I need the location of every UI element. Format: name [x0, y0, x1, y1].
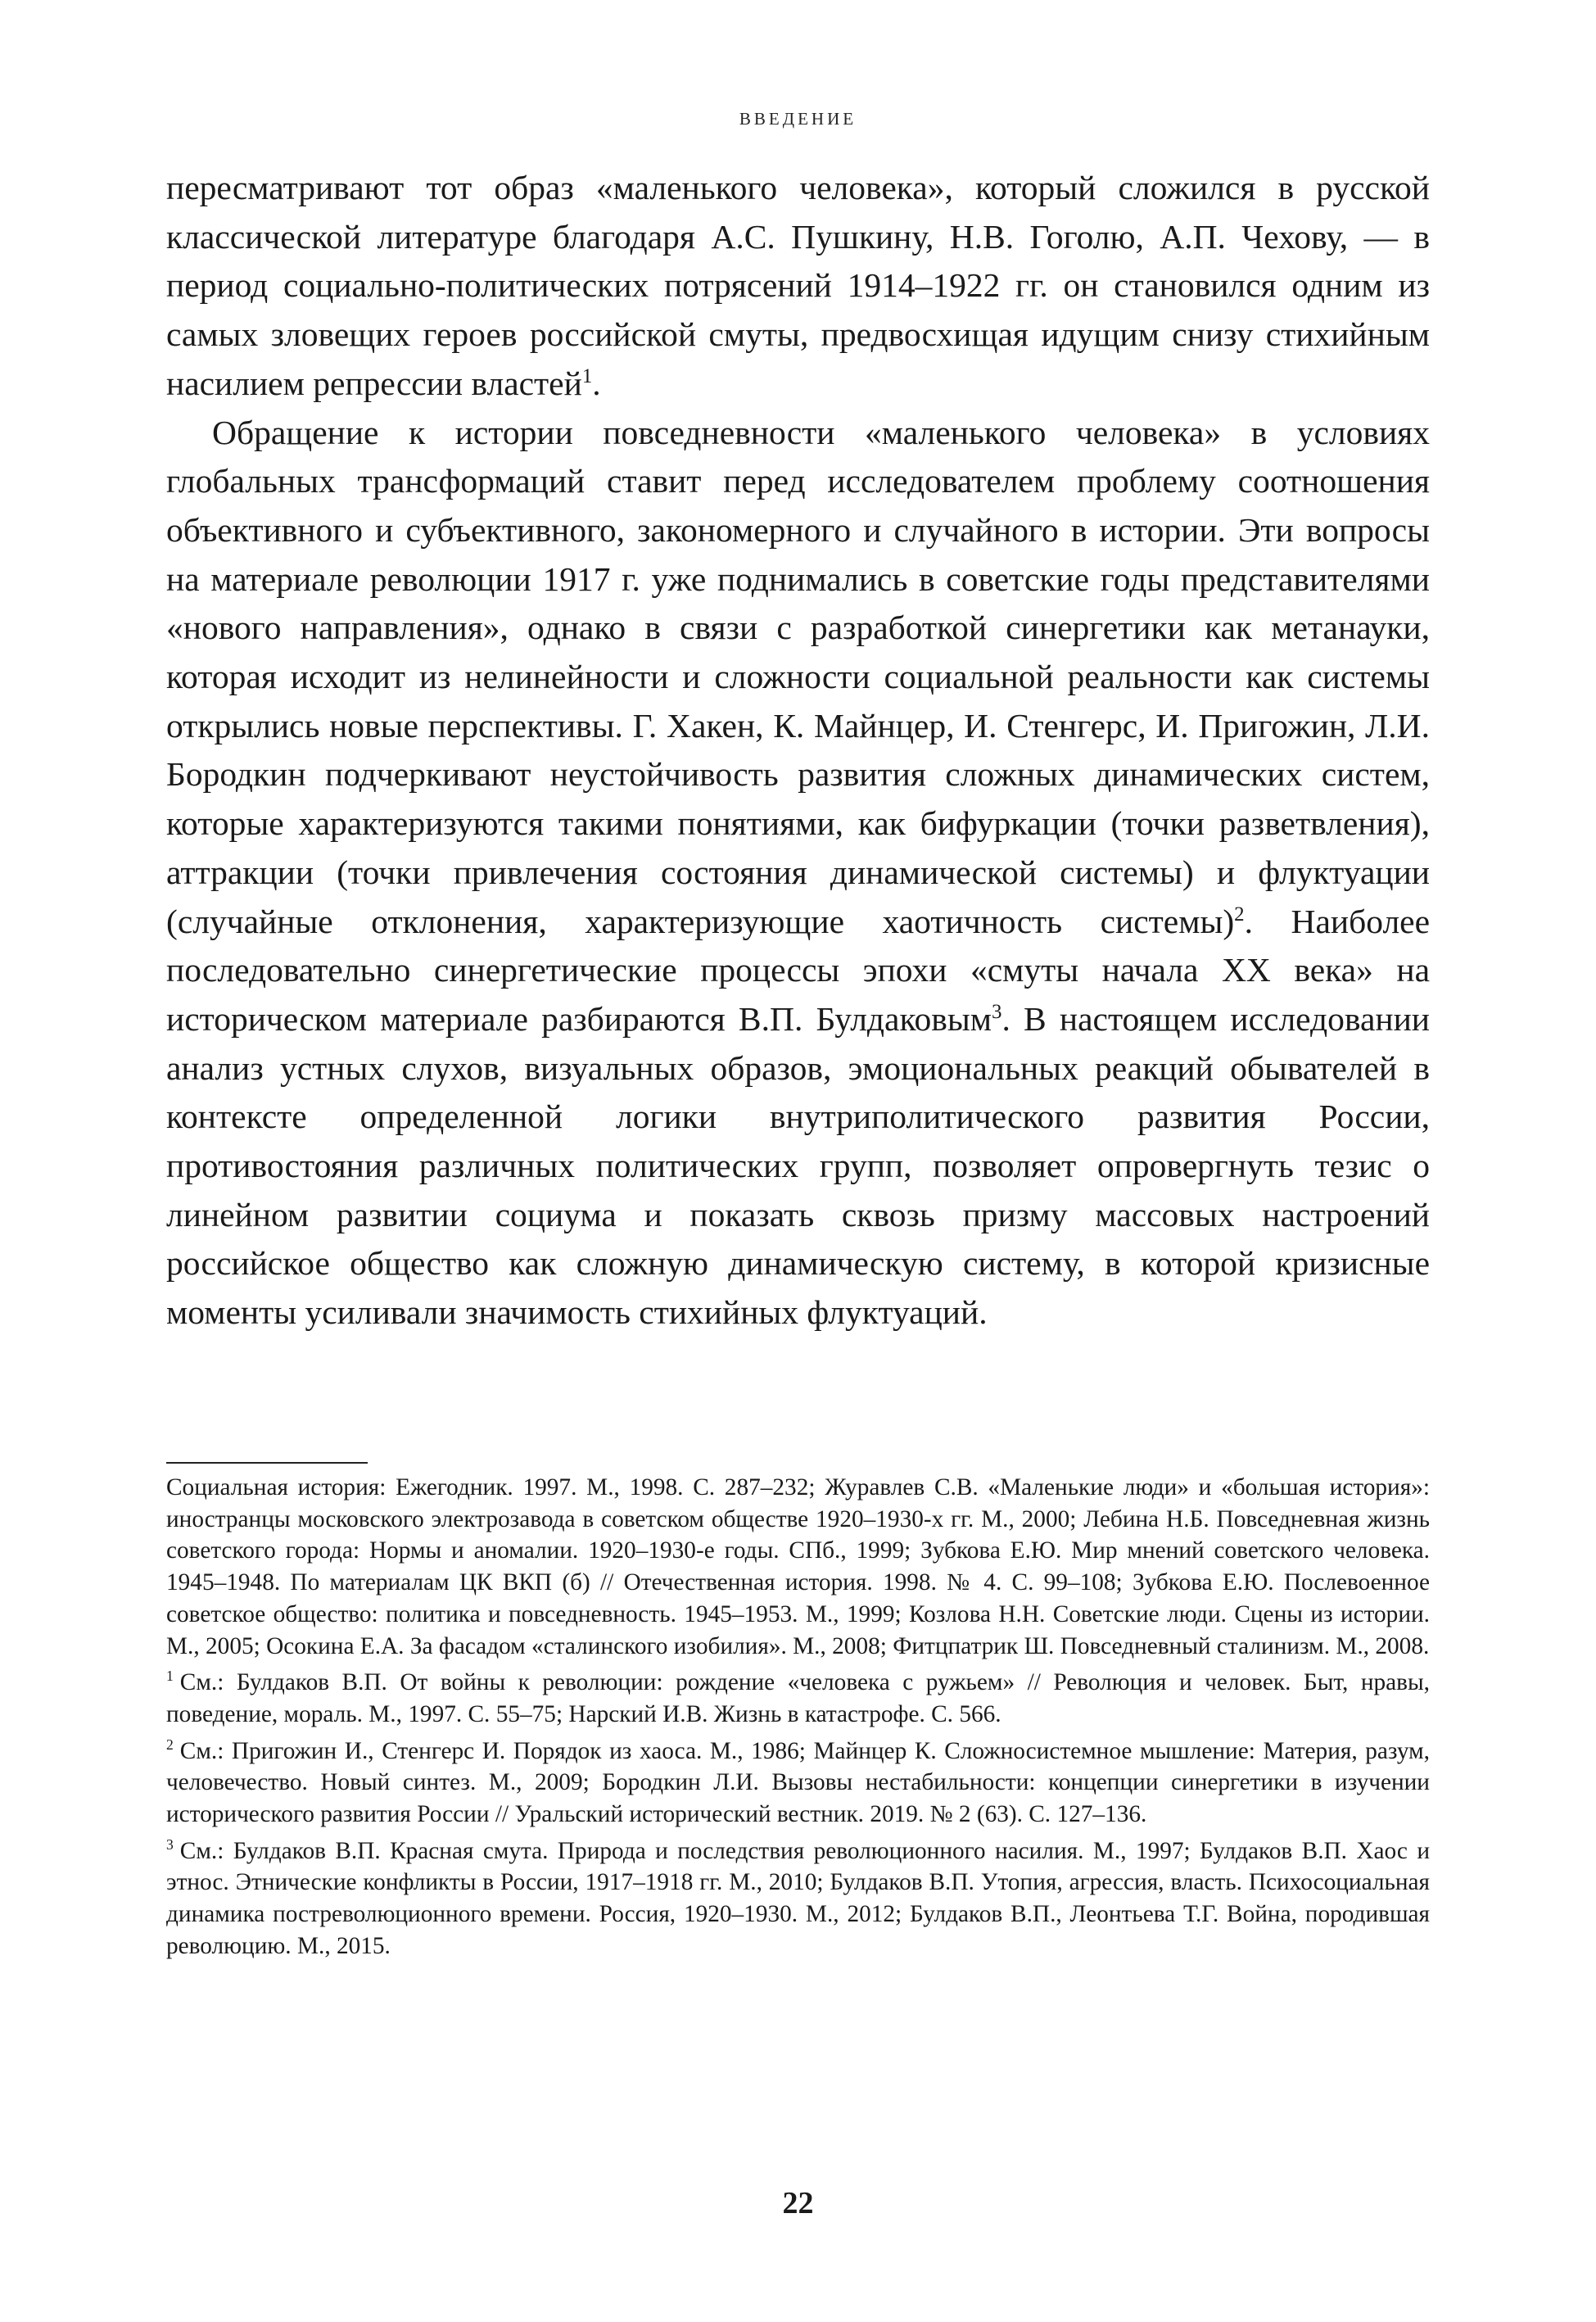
- footnote-2-text: См.: Пригожин И., Стенгерс И. Порядок из хаоса. М., 1986; Майнцер К. Сложносистемное мышление: Материя, разум, человечество. Новый синтез. М., 2009; Бородкин Л.И. Вызовы нестабильности: концепции синергетики в изучении исторического развития России // Уральский исторический вестник. 2019. № 2 (63). С. 127–136.: [166, 1737, 1430, 1828]
- running-head: ВВЕДЕНИЕ: [739, 109, 857, 129]
- footnote-3-mark: 3: [166, 1835, 174, 1853]
- paragraph-2: [166, 409, 1430, 1338]
- footnote-2-mark: 2: [166, 1736, 174, 1753]
- footnote-2: [166, 1736, 1430, 1831]
- main-text: [166, 164, 1430, 1338]
- footnote-1: [166, 1667, 1430, 1730]
- footnotes: [166, 1472, 1430, 1967]
- footnote-ref-2[interactable]: 2: [1234, 903, 1245, 926]
- footnote-separator: [166, 1462, 368, 1464]
- footnote-3: [166, 1835, 1430, 1962]
- footnote-1-mark: 1: [166, 1668, 174, 1685]
- page-number: 22: [782, 2186, 814, 2220]
- paragraph-2-text-c: . В настоящем исследовании анализ устных слухов, визуальных образов, эмоциональных реакций обывателей в контексте определенной логики внутриполитического развития России, противостояния различных политических групп, позволяет опровергнуть тезис о линейном развитии социума и показать сквозь призму массовых настроений российское общество как сложную динамическую систему, в которой кризисные моменты усиливали значимость стихийных флуктуаций.: [166, 999, 1430, 1332]
- footnote-ref-3[interactable]: 3: [992, 1001, 1002, 1024]
- footnote-1-text: См.: Булдаков В.П. От войны к революции: рождение «человека с ружьем» // Революция и человек. Быт, нравы, поведение, мораль. М., 1997. С. 55–75; Нарский И.В. Жизнь в катастрофе. С. 566.: [166, 1669, 1430, 1727]
- paragraph-2-text-a: Обращение к истории повседневности «маленького человека» в условиях глобальных трансформаций ставит перед исследователем проблему соотношения объективного и субъективного, закономерного и случайного в истории. Эти вопросы на материале революции 1917 г. уже поднимались в советские годы представителями «нового направления», однако в связи с разработкой синергетики как метанауки, которая исходит из нелинейности и сложности социальной реальности как системы открылись новые перспективы. Г. Хакен, К. Майнцер, И. Стенгерс, И. Пригожин, Л.И. Бородкин подчеркивают неустойчивость развития сложных динамических систем, которые характеризуются такими понятиями, как бифуркации (точки разветвления), аттракции (точки привлечения состояния динамической системы) и флуктуации (случайные отклонения, характеризующие хаотичность системы): [166, 413, 1430, 940]
- paragraph-1-text: пересматривают тот образ «маленького человека», который сложился в русской классической литературе благодаря А.С. Пушкину, Н.В. Гоголю, А.П. Чехову, — в период социально-политических потрясений 1914–1922 гг. он становился одним из самых зловещих героев российской смуты, предвосхищая идущим снизу стихийным насилием репрессии властей: [166, 169, 1430, 402]
- footnote-3-text: См.: Булдаков В.П. Красная смута. Природа и последствия революционного насилия. М., 1997; Булдаков В.П. Хаос и этнос. Этнические конфликты в России, 1917–1918 гг. М., 2010; Булдаков В.П. Утопия, агрессия, власть. Психосоциальная динамика постреволюционного времени. Россия, 1920–1930. М., 2012; Булдаков В.П., Леонтьева Т.Г. Война, породившая революцию. М., 2015.: [166, 1837, 1430, 1959]
- paragraph-1: [166, 164, 1430, 409]
- footnote-continued: Социальная история: Ежегодник. 1997. М., 1998. С. 287–232; Журавлев С.В. «Маленькие люди» и «большая история»: иностранцы московского электрозавода в советском обществе 1920–1930-х гг. М., 2000; Лебина Н.Б. Повседневная жизнь советского города: Нормы и аномалии. 1920–1930-е годы. СПб., 1999; Зубкова Е.Ю. Мир мнений советского человека. 1945–1948. По материалам ЦК ВКП (б) // Отечественная история. 1998. № 4. С. 99–108; Зубкова Е.Ю. Послевоенное советское общество: политика и повседневность. 1945–1953. М., 1999; Козлова Н.Н. Советские люди. Сцены из истории. М., 2005; Осокина Е.А. За фасадом «сталинского изобилия». М., 2008; Фитцпатрик Ш. Повседневный сталинизм. М., 2008.: [166, 1474, 1430, 1659]
- paragraph-1-end: .: [592, 364, 601, 402]
- paragraph-2-text-b: . Наиболее последовательно синергетические процессы эпохи «смуты начала XX века» на историческом материале разбираются В.П. Булдаковым: [166, 902, 1430, 1038]
- footnote-ref-1[interactable]: 1: [581, 364, 593, 387]
